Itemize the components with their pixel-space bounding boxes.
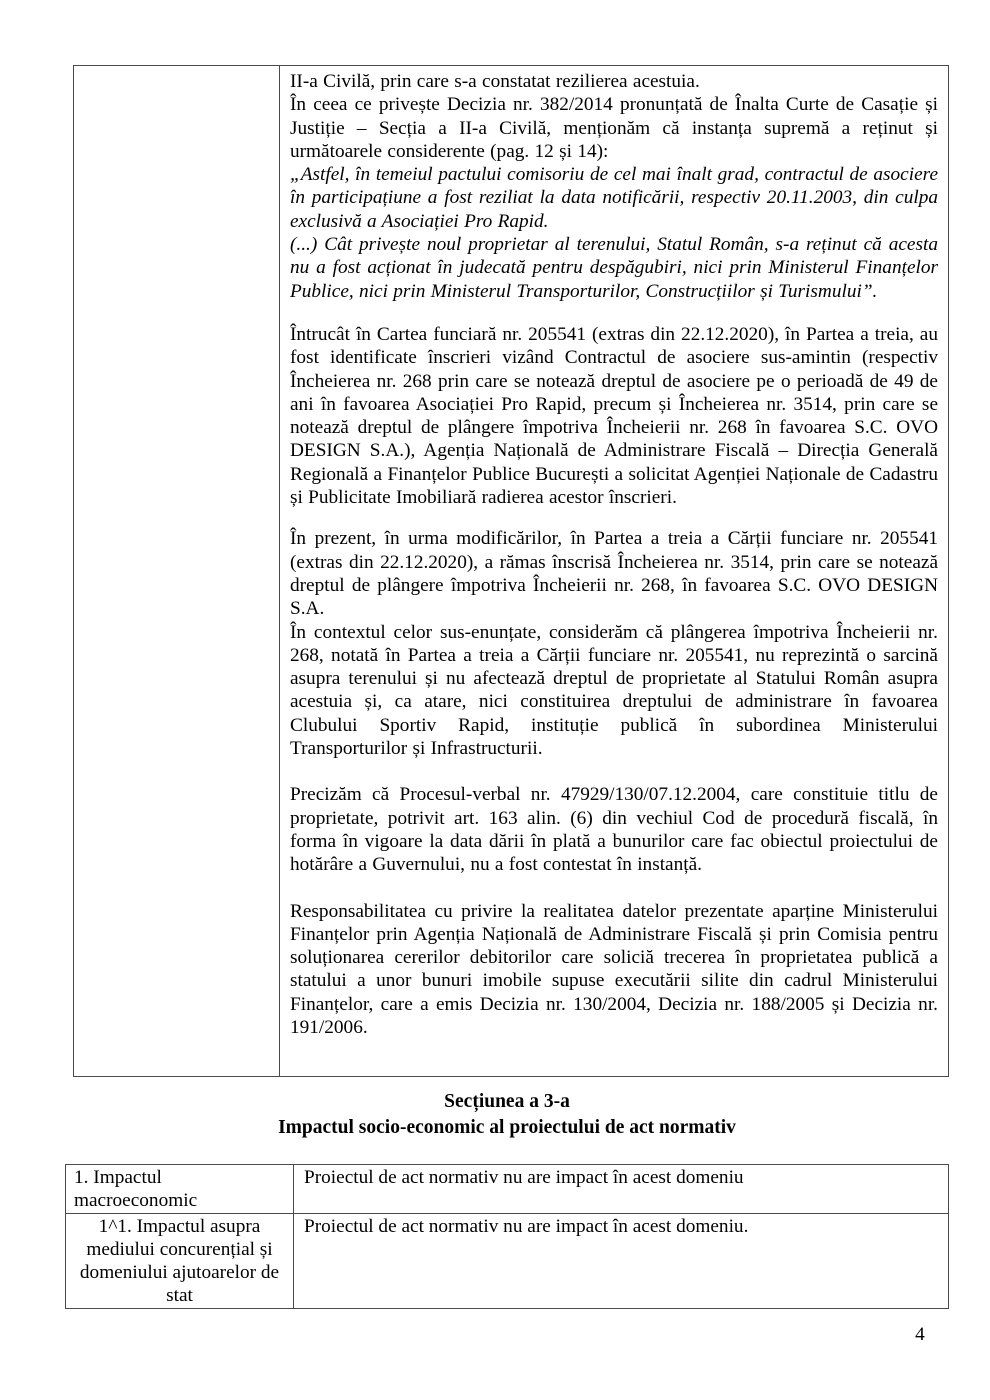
main-table: [73, 65, 949, 1077]
table-row: [66, 1213, 949, 1308]
page-number: 4: [915, 1324, 925, 1345]
paragraph-quote-2: (...) Cât privește noul proprietar al terenului, Statul Român, s-a reținut că acesta nu a fost acționat în judecată pentru despăgubiri, nici prin Ministerul Finanțelor Publice, nici prin Ministerul Transporturilor, Construcțiilor și Turismului”.: [290, 234, 938, 302]
paragraph-context: În contextul celor sus-enunțate, considerăm că plângerea împotriva Încheierii nr. 268, notată în Partea a treia a Cărții funciare nr. 205541, nu reprezintă o sarcină asupra terenului și nu afectează dreptul de proprietate al Statului Român asupra acestuia și, ca atare, nici constituirea dreptului de administrare în favoarea Clubului Sportiv Rapid, instituție publică în subordinea Ministerului Transporturilor și Infrastructurii.: [290, 621, 938, 760]
paragraph-decision-intro: În ceea ce privește Decizia nr. 382/2014 pronunțată de Înalta Curte de Casație și Justiție – Secția a II-a Civilă, menționăm că instanța supremă a reținut și următoarele considerente (pag. 12 și 14):: [290, 94, 938, 162]
impact-row-2-value: Proiectul de act normativ nu are impact în acest domeniu.: [294, 1213, 949, 1308]
vertical-gap: [290, 760, 938, 783]
paragraph-responsibility: Responsabilitatea cu privire la realitatea datelor prezentate aparține Ministerului Finanțelor prin Agenția Națională de Administrare Fiscală și prin Comisia pentru soluționarea cererilor debitorilor care soliciă trecerea în proprietatea publică a statului a unor bunuri imobile supuse executării silite din cadrul Ministerului Finanțelor, care a emis Decizia nr. 130/2004, Decizia nr. 188/2005 și Decizia nr. 191/2006.: [290, 900, 938, 1038]
table-row: [66, 1165, 949, 1214]
section-heading: [65, 1089, 949, 1141]
paragraph-current-state: În prezent, în urma modificărilor, în Partea a treia a Cărții funciare nr. 205541 (extras din 22.12.2020), a rămas înscrisă Încheierea nr. 3514, prin care se notează dreptul de plângere împotriva Încheierii nr. 268, în favoarea S.C. OVO DESIGN S.A.: [290, 528, 938, 620]
vertical-gap: [290, 509, 938, 527]
vertical-gap: [290, 303, 938, 323]
section-heading-line2: Impactul socio-economic al proiectului de act normativ: [278, 1117, 736, 1138]
paragraph-title-deed: Precizăm că Procesul-verbal nr. 47929/130/07.12.2004, care constituie titlu de proprietate, potrivit art. 163 alin. (6) din vechiul Cod de procedură fiscală, în forma în vigoare la data dării în plată a bunurilor care fac obiectul proiectului de hotărâre a Guvernului, nu a fost contestat în instanță.: [290, 784, 938, 876]
paragraph-land-registry: Întrucât în Cartea funciară nr. 205541 (extras din 22.12.2020), în Partea a treia, au fost identificate înscrieri vizând Contractul de asociere sus-amintin (respectiv Încheierea nr. 268 prin care se notează dreptul de asociere pe o perioadă de 49 de ani în favoarea Asociației Pro Rapid, precum și Încheierea nr. 3514, prin care se notează dreptul de plângere împotriva Încheierii nr. 268 în favoarea S.C. OVO DESIGN S.A.), Agenția Națională de Administrare Fiscală – Direcția Generală Regională a Finanțelor Publice București a solicitat Agenției Naționale de Cadastru și Publicitate Imobiliară radierea acestor înscrieri.: [290, 323, 938, 509]
paragraph-quote-1: „Astfel, în temeiul pactului comisoriu de cel mai înalt grad, contractul de asociere în participațiune a fost reziliat la data notificării, respectiv 20.11.2003, din culpa exclusivă a Asociației Pro Rapid.: [290, 164, 938, 232]
impact-row-1-label: 1. Impactul macroeconomic: [66, 1165, 294, 1214]
section-heading-line1: Secțiunea a 3-a: [444, 1091, 570, 1112]
impact-row-2-label: 1^1. Impactul asupra mediului concurențial și domeniului ajutoarelor de stat: [66, 1213, 294, 1308]
main-table-left-cell: [74, 66, 280, 1077]
paragraph-continuation: II-a Civilă, prin care s-a constatat rezilierea acestuia.: [290, 71, 700, 92]
impact-row-1-value: Proiectul de act normativ nu are impact în acest domeniu: [294, 1165, 949, 1214]
main-table-right-cell: [280, 66, 949, 1077]
impact-table: [65, 1164, 949, 1309]
main-table-row: [74, 66, 949, 1077]
vertical-gap: [290, 877, 938, 900]
